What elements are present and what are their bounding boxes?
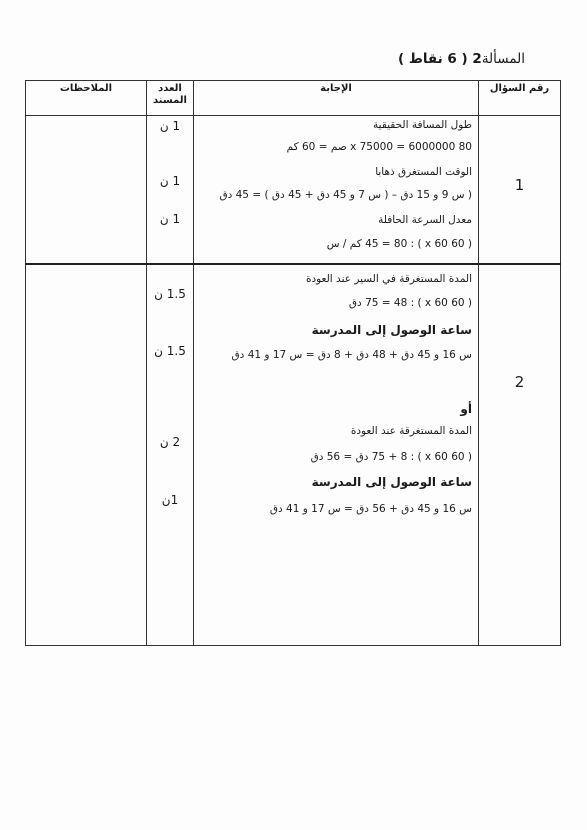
header-points: العدد المسند	[147, 81, 194, 116]
answer-cell	[194, 116, 479, 264]
points-value: 2 ن	[159, 434, 181, 449]
question-number-cell	[479, 264, 561, 646]
answer-line-bold: ساعة الوصول إلى المدرسة	[311, 474, 472, 489]
header-question-number: رقم السؤال	[479, 81, 561, 116]
problem-label: المسألة	[481, 51, 525, 67]
problem-number: 2	[472, 51, 482, 67]
table-header-row	[26, 81, 561, 116]
notes-cell	[26, 116, 147, 264]
answer-line: ( 60 x 60 ) : 75 + 8 دق = 56 دق	[310, 450, 472, 463]
points-value: 1 ن	[159, 174, 181, 188]
points-value: 1ن	[161, 492, 179, 507]
points-value: 1.5 ن	[154, 286, 186, 301]
answer-line: طول المسافة الحقيقية	[373, 119, 472, 131]
question-number-cell	[479, 116, 561, 264]
table-row	[26, 264, 561, 646]
points-value: 1 ن	[159, 212, 181, 226]
answer-cell	[194, 264, 479, 646]
question-number: 1	[514, 176, 525, 194]
header-notes: الملاحظات	[26, 81, 147, 116]
table-row	[26, 116, 561, 264]
answer-table	[25, 80, 561, 646]
answer-line: ( س 9 و 15 دق – ( س 7 و 45 دق + 45 دق ) = 45 دق	[219, 189, 472, 201]
points-cell	[147, 116, 194, 264]
answer-line: 80 x 75000 = 6000000 صم = 60 كم	[286, 141, 472, 153]
points-value: 1 ن	[159, 119, 181, 133]
points-value: 1.5 ن	[154, 343, 186, 358]
answer-line: س 16 و 45 دق + 56 دق = س 17 و 41 دق	[269, 502, 472, 515]
answer-line: معدل السرعة الحافلة	[378, 214, 472, 226]
answer-line: ( 60 x 60 ) : 45 = 80 كم / س	[326, 238, 472, 250]
points-cell	[147, 264, 194, 646]
answer-line: الوقت المستغرق ذهابا	[375, 166, 472, 178]
notes-cell	[26, 264, 147, 646]
answer-line-bold: أو	[460, 401, 472, 416]
header-answer: الإجابة	[194, 81, 479, 116]
answer-line-bold: ساعة الوصول إلى المدرسة	[311, 322, 472, 337]
answer-line: س 16 و 45 دق + 48 دق + 8 دق = س 17 و 41 دق	[231, 348, 472, 361]
answer-line: المدة المستغرقة عند العودة	[350, 424, 472, 437]
problem-points: ( 6 نقاط )	[397, 51, 468, 67]
answer-line: ( 60 x 60 ) : 75 = 48 دق	[348, 296, 472, 309]
problem-title	[398, 51, 525, 67]
answer-line: المدة المستغرقة في السير عند العودة	[305, 272, 472, 285]
question-number: 2	[514, 372, 525, 391]
